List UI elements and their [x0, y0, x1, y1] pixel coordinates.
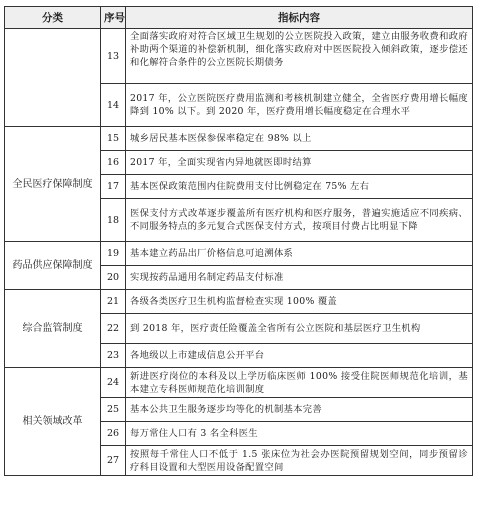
- row-content: 基本公共卫生服务逐步均等化的机制基本完善: [126, 398, 473, 422]
- row-number: 26: [101, 422, 126, 446]
- row-number: 27: [101, 446, 126, 476]
- header-number: 序号: [101, 7, 126, 29]
- row-content: 实现按药品通用名制定药品支付标准: [126, 266, 473, 290]
- header-content: 指标内容: [126, 7, 473, 29]
- row-number: 17: [101, 175, 126, 199]
- category-cell-continued: [5, 29, 101, 127]
- row-number: 24: [101, 368, 126, 398]
- row-number: 19: [101, 242, 126, 266]
- row-content: 基本医保政策范围内住院费用支付比例稳定在 75% 左右: [126, 175, 473, 199]
- row-number: 13: [101, 29, 126, 84]
- table-row: [5, 127, 473, 151]
- row-number: 23: [101, 344, 126, 368]
- table-header-row: [5, 7, 473, 29]
- table-row: [5, 368, 473, 398]
- header-category: 分类: [5, 7, 101, 29]
- row-content: 新进医疗岗位的本科及以上学历临床医师 100% 接受住院医师规范化培训，基本建立专科医师规范化培训制度: [126, 368, 473, 398]
- row-content: [126, 29, 473, 84]
- row-content: 各地级以上市建成信息公开平台: [126, 344, 473, 368]
- table-row: [5, 242, 473, 266]
- row-number: 22: [101, 314, 126, 344]
- category-cell: 相关领域改革: [5, 368, 101, 476]
- row-content: 按照每千常住人口不低于 1.5 张床位为社会办医院预留规划空间，同步预留诊疗科目设置和大型医用设备配置空间: [126, 446, 473, 476]
- row-number: 16: [101, 151, 126, 175]
- table-row: [5, 29, 473, 84]
- row-number: 15: [101, 127, 126, 151]
- row-content: 到 2018 年，医疗责任险覆盖全省所有公立医院和基层医疗卫生机构: [126, 314, 473, 344]
- row-content: 基本建立药品出厂价格信息可追溯体系: [126, 242, 473, 266]
- row-number: 21: [101, 290, 126, 314]
- category-cell: 综合监管制度: [5, 290, 101, 368]
- table-row: [5, 290, 473, 314]
- row-number: 18: [101, 199, 126, 242]
- category-cell: 全民医疗保障制度: [5, 127, 101, 242]
- indicator-table: [4, 6, 473, 476]
- row-number: 20: [101, 266, 126, 290]
- row-content: 各级各类医疗卫生机构监督检查实现 100% 覆盖: [126, 290, 473, 314]
- row-content: 2017 年，全面实现省内异地就医即时结算: [126, 151, 473, 175]
- row-content: 医保支付方式改革逐步覆盖所有医疗机构和医疗服务，普遍实施适应不同疾病、不同服务特点的多元复合式医保支付方式，按项目付费占比明显下降: [126, 199, 473, 242]
- row-content: 城乡居民基本医保参保率稳定在 98% 以上: [126, 127, 473, 151]
- row-number: 14: [101, 84, 126, 127]
- row-number: 25: [101, 398, 126, 422]
- row-content: 2017 年，公立医院医疗费用监测和考核机制建立健全，全省医疗费用增长幅度降到 10% 以下。到 2020 年，医疗费用增长幅度稳定在合理水平: [126, 84, 473, 127]
- category-cell: 药品供应保障制度: [5, 242, 101, 290]
- row-content-text: 全面落实政府对符合区域卫生规划的公立医院投入政策，建立由服务收费和政府补助两个渠道的补偿新机制，细化落实政府对中医医院投入倾斜政策，逐步偿还和化解符合条件的公立医院长期债务: [130, 31, 468, 68]
- row-content: 每万常住人口有 3 名全科医生: [126, 422, 473, 446]
